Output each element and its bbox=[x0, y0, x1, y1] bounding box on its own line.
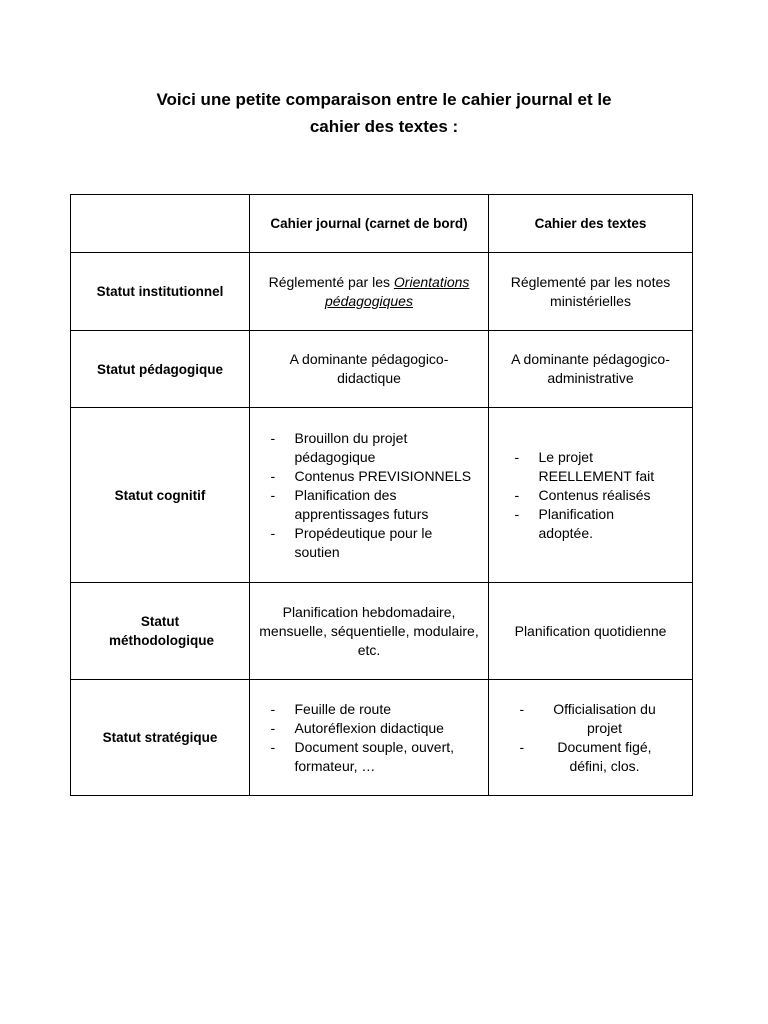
cell-text: A dominante pédagogico-administrative bbox=[511, 351, 670, 386]
orientations-link-text: Orientations pédagogiques bbox=[325, 273, 470, 309]
cell-textes bbox=[489, 331, 693, 408]
row-label bbox=[71, 583, 250, 680]
cell-text: Statut méthodologique bbox=[109, 614, 214, 648]
cell-textes: Planification quotidienne bbox=[489, 583, 693, 680]
list-item: - Le projet REELLEMENT fait bbox=[511, 448, 671, 486]
cell-text: Réglementé par les bbox=[268, 273, 394, 290]
bullet-list bbox=[267, 429, 472, 562]
cell-journal bbox=[250, 253, 489, 331]
bullet-list bbox=[516, 700, 666, 776]
list-item: - Autoréflexion didactique bbox=[267, 719, 472, 738]
bullet-list bbox=[511, 448, 671, 543]
row-label: Statut pédagogique bbox=[71, 331, 250, 408]
cell-journal: Planification hebdomadaire, mensuelle, séquentielle, modulaire, etc. bbox=[250, 583, 489, 680]
table-row bbox=[71, 331, 693, 408]
table-row bbox=[71, 253, 693, 331]
list-item: - Feuille de route bbox=[267, 700, 472, 719]
cell-journal bbox=[250, 408, 489, 583]
bullet-list bbox=[267, 700, 472, 776]
row-label: Statut stratégique bbox=[71, 680, 250, 796]
header-cahier-journal: Cahier journal (carnet de bord) bbox=[250, 195, 489, 253]
title-line-1: Voici une petite comparaison entre le cahier journal et le bbox=[156, 90, 612, 109]
comparison-table bbox=[70, 194, 693, 796]
table-row bbox=[71, 408, 693, 583]
cell-journal bbox=[250, 331, 489, 408]
table-row bbox=[71, 680, 693, 796]
list-item: - Propédeutique pour le soutien bbox=[267, 524, 472, 562]
cell-text: A dominante pédagogico-didactique bbox=[289, 351, 449, 386]
header-cahier-textes: Cahier des textes bbox=[489, 195, 693, 253]
cell-textes: Réglementé par les notes ministérielles bbox=[489, 253, 693, 331]
header-cell-empty bbox=[71, 195, 250, 253]
header-row bbox=[71, 195, 693, 253]
row-label: Statut institutionnel bbox=[71, 253, 250, 331]
list-item: - Officialisation du projet bbox=[516, 700, 666, 738]
cell-journal bbox=[250, 680, 489, 796]
cell-textes bbox=[489, 680, 693, 796]
list-item: - Contenus PREVISIONNELS bbox=[267, 467, 472, 486]
list-item: - Contenus réalisés bbox=[511, 486, 671, 505]
cell-textes bbox=[489, 408, 693, 583]
list-item: - Brouillon du projet pédagogique bbox=[267, 429, 472, 467]
table-row bbox=[71, 583, 693, 680]
list-item: - Document figé, défini, clos. bbox=[516, 738, 666, 776]
row-label: Statut cognitif bbox=[71, 408, 250, 583]
page-title bbox=[0, 86, 768, 140]
title-line-2: cahier des textes : bbox=[309, 117, 459, 136]
list-item: - Planification des apprentissages futurs bbox=[267, 486, 472, 524]
list-item: - Document souple, ouvert, formateur, … bbox=[267, 738, 472, 776]
list-item: - Planification adoptée. bbox=[511, 505, 671, 543]
